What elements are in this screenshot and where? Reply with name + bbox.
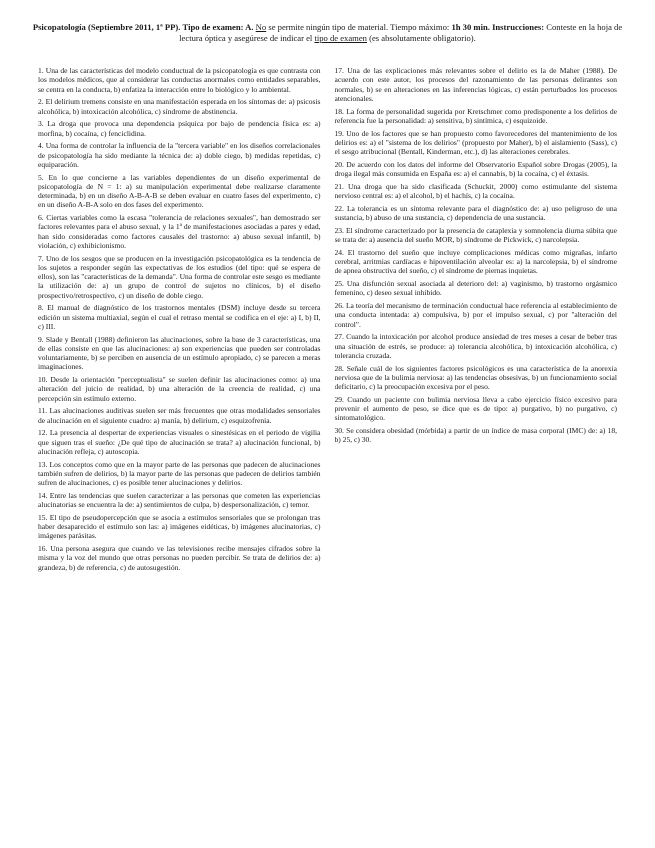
question-5: 5. En lo que concierne a las variables dependientes de un diseño experimental de psicopatología de N = 1: a) su manipulación experimental debe realizarse claramente determinada, b) en un diseño A-B-A-B se deben evaluar en cuatro fases del experimento, c) en un diseño A-B-A solo en dos fases del experimento. [38, 172, 321, 210]
instructions-pre: Conteste en la hoja de lectura óptica y asegúrese de indicar el [179, 22, 623, 43]
question-12: 12. La presencia al despertar de experiencias visuales o sinestésicas en el periodo de vigilia que siguen tras el sueño: ¿De qué tipo de alucinación se trata? a) alucinación funcional, b) alucinación refleja, c) autoscopia. [38, 428, 321, 456]
question-30: 30. Se considera obesidad (mórbida) a partir de un índice de masa corporal (IMC) de: a) 18, b) 25, c) 30. [334, 426, 617, 445]
question-8: 8. El manual de diagnóstico de los trastornos mentales (DSM) incluye desde su tercera edición un sistema multiaxial, según el cual el retraso mental se codifica en el eje: a) I, b) II, c) III. [38, 303, 321, 331]
question-17: 17. Una de las explicaciones más relevantes sobre el delirio es la de Maher (1988). De acuerdo con este autor, los procesos del razonamiento de las personas delirantes son normales, b) se en alteraciones en las inferencias lógicas, c) están perturbados los procesos atencionales. [334, 66, 617, 103]
instructions-underlined: tipo de examen [314, 33, 367, 43]
question-20: 20. De acuerdo con los datos del informe del Observatorio Español sobre Drogas (2005), la droga ilegal más consumida en España es: a) el cannabis, b) la cocaína, c) el éxtasis. [334, 159, 617, 178]
question-16: 16. Una persona asegura que cuando ve las televisiones recibe mensajes cifrados sobre la misma y la voz del mundo que otras personas no pueden percibir. Se trata de delirios de: a) grandeza, b) de referencia, c) de autosugestión. [38, 544, 321, 572]
question-1: 1. Una de las características del modelo conductual de la psicopatología es que contrasta con los modelos médicos, que al considerar las conductas anormales como entidades separables, se centra en la conducta, b) enfatiza la interacción entre lo biológico y lo ambiental. [38, 66, 321, 94]
question-25: 25. Una disfunción sexual asociada al deterioro del: a) vaginismo, b) trastorno orgásmico femenino, c) deseo sexual inhibido. [334, 279, 617, 298]
question-15: 15. El tipo de pseudopercepción que se asocia a estímulos sensoriales que se prolongan tras haber desaparecido el estímulo son las: a) imágenes eidéticas, b) imágenes alucinatorias, c) imágenes parásitas. [38, 512, 321, 541]
question-27: 27. Cuando la intoxicación por alcohol produce ansiedad de tres meses a cesar de beber tras una situación de estrés, se produce: a) tolerancia alcohólica, b) intoxicación alcohólica, c) tolerancia cruzada. [334, 332, 617, 360]
material-rest: se permite ningún tipo de material. [268, 22, 389, 32]
instructions-label: Instrucciones: [492, 22, 545, 32]
question-6: 6. Ciertas variables como la escasa "tolerancia de relaciones sexuales", han demostrado ser factores relevantes para el abuso sexual, y la 1ª de manifestaciones asociadas a pares y edad, han sido consideradas como factores causales del trastorno: a) abuso sexual infantil, b) violación, c) exhibicionismo. [38, 213, 321, 250]
question-24: 24. El trastorno del sueño que incluye complicaciones médicas como migrañas, infarto cerebral, arritmias cardíacas e hipoventilación alveolar es: a) la narcolepsia, b) el síndrome de apnea obstructiva del sueño, c) el síndrome de piernas inquietas. [334, 247, 617, 276]
question-28: 28. Señale cuál de los siguientes factores psicológicos es una característica de la anorexia nerviosa que de la bulimia nerviosa: a) las tendencias obsesivas, b) un funcionamiento social deficitario, c) la preocupación excesiva por el peso. [334, 363, 617, 391]
material-no: No [255, 22, 267, 32]
exam-type-label: Tipo de examen: A. [182, 22, 254, 32]
question-columns [38, 66, 617, 824]
question-2: 2. El delirium tremens consiste en una manifestación esperada en los síntomas de: a) psicosis alcohólica, b) intoxicación alcohólica, c) síndrome de abstinencia. [38, 97, 321, 116]
instructions-post: (es absolutamente obligatorio). [369, 33, 476, 43]
question-13: 13. Los conceptos como que en la mayor parte de las personas que padecen de alucinaciones también sufren de delirios, b) la mayor parte de las personas que padecen de delirios también sufren de alucinaciones, c) es posible tener alucinaciones y delirios. [38, 459, 321, 487]
exam-header [26, 22, 629, 44]
question-18: 18. La forma de personalidad sugerida por Kretschmer como predisponente a los delirios de referencia fue la personalidad: a) sensitiva, b) sintímica, c) esquizoide. [334, 106, 617, 125]
question-29: 29. Cuando un paciente con bulimia nerviosa lleva a cabo ejercicio físico excesivo para prevenir el aumento de peso, se dice que es de tipo: a) purgativo, b) no purgativo, c) sintomatológico. [334, 394, 617, 423]
question-4: 4. Una forma de controlar la influencia de la "tercera variable" en los diseños correlacionales de psicopatología ha sido mediante la técnica de: a) doble ciego, b) medidas repetidas, c) equiparación. [38, 141, 321, 169]
right-column [335, 66, 618, 824]
question-19: 19. Uno de los factores que se han propuesto como favorecedores del mantenimiento de los delirios es: a) el "sistema de los delirios" (propuesto por Maher), b) el aislamiento (Sass), c) el sesgo atribucional (Bentall, Kinderman, etc.), d) las alteraciones cerebrales. [334, 128, 617, 156]
time-value: 1h 30 min. [451, 22, 490, 32]
question-14: 14. Entre las tendencias que suelen caracterizar a las personas que cometen las experiencias alucinatorias se encuentra la de: a) sentimientos de culpa, b) despersonalización, c) temor. [38, 490, 321, 509]
question-9: 9. Slade y Bentall (1988) definieron las alucinaciones, sobre la base de 3 características, una de ellas consiste en que las alucinaciones: a) son experiencias que pueden ser controladas voluntariamente, b) se perciben en ausencia de un estímulo apropiado, c) se parecen a meras imaginaciones. [38, 334, 321, 372]
question-7: 7. Uno de los sesgos que se producen en la investigación psicopatológica es la tendencia de los sujetos a responder según las expectativas de los estudios (del tipo: qué se espera de ellos), son las "características de la demanda". Una forma de controlar este sesgo es mediante la utilización de: a) un grupo de control de sujetos no clínicos, b) el diseño prospectivo/retrospectivo, c) un diseño de doble ciego. [38, 253, 321, 300]
question-3: 3. La droga que provoca una dependencia psíquica por bajo de pendencia física es: a) morfina, b) cocaína, c) fenciclidina. [38, 119, 321, 138]
question-23: 23. El síndrome caracterizado por la presencia de cataplexia y somnolencia diurna súbita que se trata de: a) ausencia del sueño MOR, b) síndrome de Pickwick, c) narcolepsia. [334, 225, 617, 244]
question-22: 22. La tolerancia es un síntoma relevante para el diagnóstico de: a) uso peligroso de una sustancia, b) abuso de una sustancia, c) dependencia de una sustancia. [334, 203, 617, 222]
question-26: 26. La teoría del mecanismo de terminación conductual hace referencia al establecimiento de una conducta intentada: a) compulsiva, b) por el impulso sexual, c) por "alteración del control". [334, 301, 617, 329]
question-21: 21. Una droga que ha sido clasificada (Schuckit, 2000) como estimulante del sistema nervioso central es: a) el alcohol, b) el hachís, c) la cocaína. [334, 181, 617, 200]
question-11: 11. Las alucinaciones auditivas suelen ser más frecuentes que otras modalidades sensoriales de alucinación en el siguiente cuadro: a) manía, b) delirium, c) esquizofrenia. [38, 406, 321, 425]
question-10: 10. Desde la orientación "perceptualista" se suelen definir las alucinaciones como: a) una alteración del juicio de realidad, b) una alteración de la creencia de realidad, c) una percepción sin estímulo externo. [38, 375, 321, 403]
exam-title: Psicopatología (Septiembre 2011, 1ª PP). [32, 22, 181, 32]
left-column [38, 66, 321, 824]
time-label: Tiempo máximo: [390, 22, 450, 32]
